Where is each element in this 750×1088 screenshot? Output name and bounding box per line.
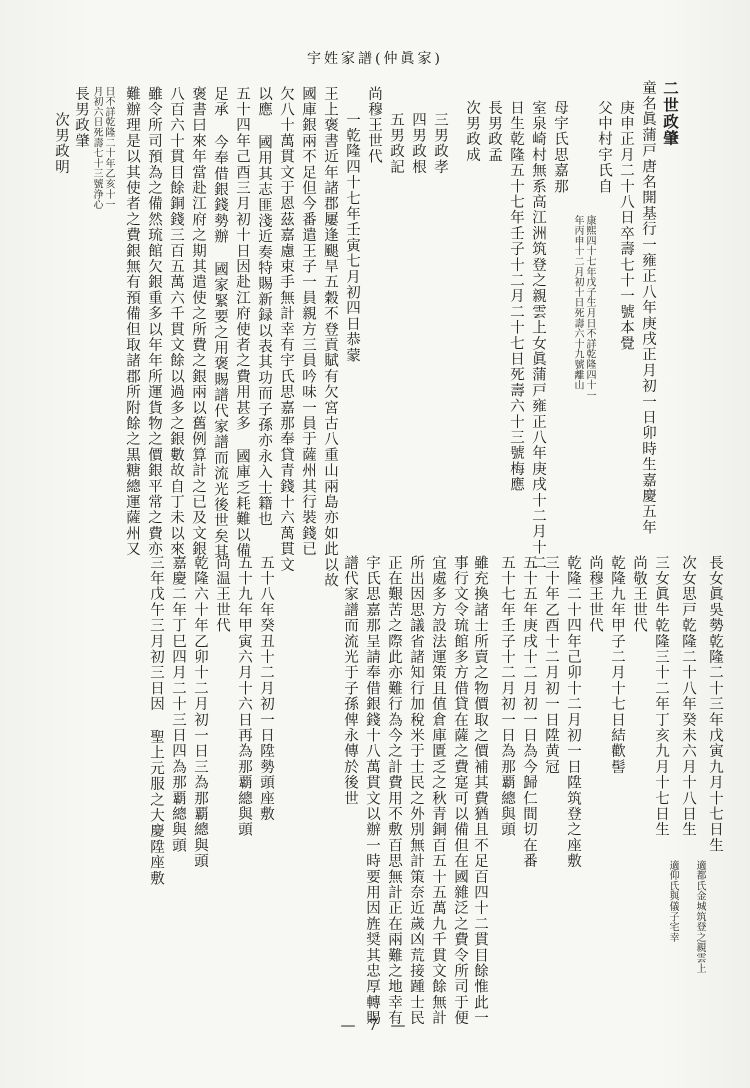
text-column: 月初六日死壽七十三號浄心 bbox=[91, 86, 102, 210]
text-column: 三年戊午三月初三日因 聖上元服之大慶陞座敷 bbox=[148, 555, 164, 887]
text-column: 尚穆王世代 bbox=[366, 86, 382, 165]
text-column: 三男政孝 bbox=[432, 112, 448, 175]
text-column: 三十年乙酉十二月初一日陞黄冠 bbox=[543, 555, 559, 775]
text-column: 康熙四十七年戊子生月日不詳乾隆四十一 bbox=[584, 215, 595, 401]
text-column: 難辦理是以其使者之費銀無有預備但取諸郡所附餘之黒糖總運薩州又 bbox=[124, 86, 140, 557]
text-column: 尚温王世代 bbox=[214, 555, 230, 634]
text-column: 國庫銀兩不足但今番遣王子一員親方三員吟味一員于薩州其行裝錢已 bbox=[300, 86, 316, 557]
text-column: 長女眞吳勢乾隆二十三年戊寅九月十七日生 bbox=[707, 555, 723, 854]
text-column: 日不詳乾隆二十年乙亥十一 bbox=[103, 86, 114, 210]
text-column: 尚穆王世代 bbox=[587, 555, 603, 634]
text-column: 嘉慶二年丁巳四月二十三日四為那覇總與頭 bbox=[170, 555, 186, 854]
text-column: 乾隆二十四年己卯十二月初一日陞筑登之座敷 bbox=[565, 555, 581, 869]
text-column: 褒書曰來年當赴江府之期其遣使之所費之銀兩以舊例算計之已及文銀 bbox=[190, 86, 206, 557]
text-column: 年丙申十二月初十日死壽六十九號離山 bbox=[572, 215, 583, 391]
text-column: 五十九年甲寅六月十六日再為那覇總與頭 bbox=[236, 555, 252, 838]
text-column: 五十四年己酉三月初十日因赴江府使者之費用甚多 國庫乏耗難以備 bbox=[234, 86, 250, 559]
page-header: 宇姓家譜(仲眞家) bbox=[307, 51, 443, 67]
text-column: 長男政孟 bbox=[486, 100, 502, 163]
text-column: 乾隆六十年乙卯十二月初一日三為那覇總與頭 bbox=[192, 555, 208, 869]
text-column: 母宇氏思嘉那 bbox=[552, 100, 568, 195]
text-column: 雖令所司預為之備然琉館欠銀重多以年年所運貨物之價銀平常之費亦 bbox=[146, 86, 162, 557]
text-column: 庚申正月二十八日卒壽七十一號本覺 bbox=[618, 100, 634, 352]
text-column: 一乾隆四十七年壬寅七月初四日恭蒙 bbox=[344, 112, 360, 364]
text-column: 五十八年癸丑十二月初一日陞勢頭座敷 bbox=[258, 555, 274, 822]
text-column: 五男政記 bbox=[388, 112, 404, 175]
text-column: 次男政成 bbox=[464, 100, 480, 163]
text-column: 事行文令琉館多方借貸在薩之費寔可以備但在國雜泛之費令所司于便 bbox=[452, 555, 468, 1026]
text-column: 適都氏金城筑登之親雲上 bbox=[694, 860, 705, 974]
text-column: 宇氏思嘉那呈請奉借銀錢十八萬貫文以辦一時要用因旌奨其忠厚轉賜 bbox=[364, 555, 380, 1026]
text-column: 五十五年庚戌十二月初一日為今歸仁間切在番 bbox=[521, 555, 537, 869]
text-column: 正在艱苦之際此亦難行為今之計費用不敷百思無計正在兩難之地幸有 bbox=[386, 555, 402, 1026]
text-column: 室泉崎村無系高江洲筑登之親雲上女眞蒲戸雍正八年庚戌十二月十二 bbox=[530, 100, 546, 571]
text-column: 父中村宇氏自 bbox=[596, 100, 612, 195]
text-column: 童名眞蒲戸唐名開基行一雍正八年庚戌正月初一日卯時生嘉慶五年 bbox=[640, 80, 656, 536]
text-column: 次男政明 bbox=[53, 112, 69, 175]
text-column: 日生乾隆五十七年壬子十二月二十七日死壽六十三號梅應 bbox=[508, 100, 524, 493]
page-number: — 7 — bbox=[340, 1016, 410, 1034]
text-column: 次女思戸乾隆二十八年癸未六月十八日生 bbox=[680, 555, 696, 838]
text-column: 所出因思議省諸知行加稅米于士民之外別無計策奈近歲凶荒接踵士民 bbox=[408, 555, 424, 1026]
text-column: 欠八十萬貫文于恩茲嘉慮束手無計幸有宇氏思嘉那奉貸青錢十六萬貫文 bbox=[278, 86, 294, 573]
text-column: 八百六十貫目餘銅錢三百五萬六千貫文餘以過多之銀數故自丁未以來 bbox=[168, 86, 184, 557]
text-column: 三女眞牛乾隆三十二年丁亥九月十七日生 bbox=[653, 555, 669, 838]
text-column: 乾隆九年甲子二月十七日結歡髻 bbox=[609, 555, 625, 775]
text-column: 王上褒書近年諸郡屢逢颶旱五穀不登貢賦有欠宮古八重山兩島亦如此以故 bbox=[322, 86, 338, 589]
text-column: 宜處多方設法運策且值倉庫匱乏之秋青銅百五十五萬九千貫文餘無計 bbox=[430, 555, 446, 1026]
text-column: 適仰氏與儀子宅幸 bbox=[667, 860, 678, 943]
text-column: 譜代家譜而流光于子孫俾永傳於後世 bbox=[342, 555, 358, 807]
text-column: 足承 今奉借銀錢勢辦 國家緊要之用褒賜譜代家譜而流光後世矣其 bbox=[212, 86, 228, 560]
text-column: 五十七年壬子十二月初一日為那覇總與頭 bbox=[499, 555, 515, 838]
section-title: 二世政肇 bbox=[661, 80, 680, 147]
text-column: 雖充換諸士所賣之物價取之價補其費猶且不足百四十二貫目餘惟此一 bbox=[472, 555, 488, 1026]
text-column: 尚敬王世代 bbox=[631, 555, 647, 634]
text-column: 長男政肇 bbox=[73, 86, 89, 149]
text-column: 四男政根 bbox=[410, 112, 426, 175]
text-column: 以應 國用其志匪淺近奏特賜新録以表其功而子孫亦永入士籍也 bbox=[256, 86, 272, 528]
